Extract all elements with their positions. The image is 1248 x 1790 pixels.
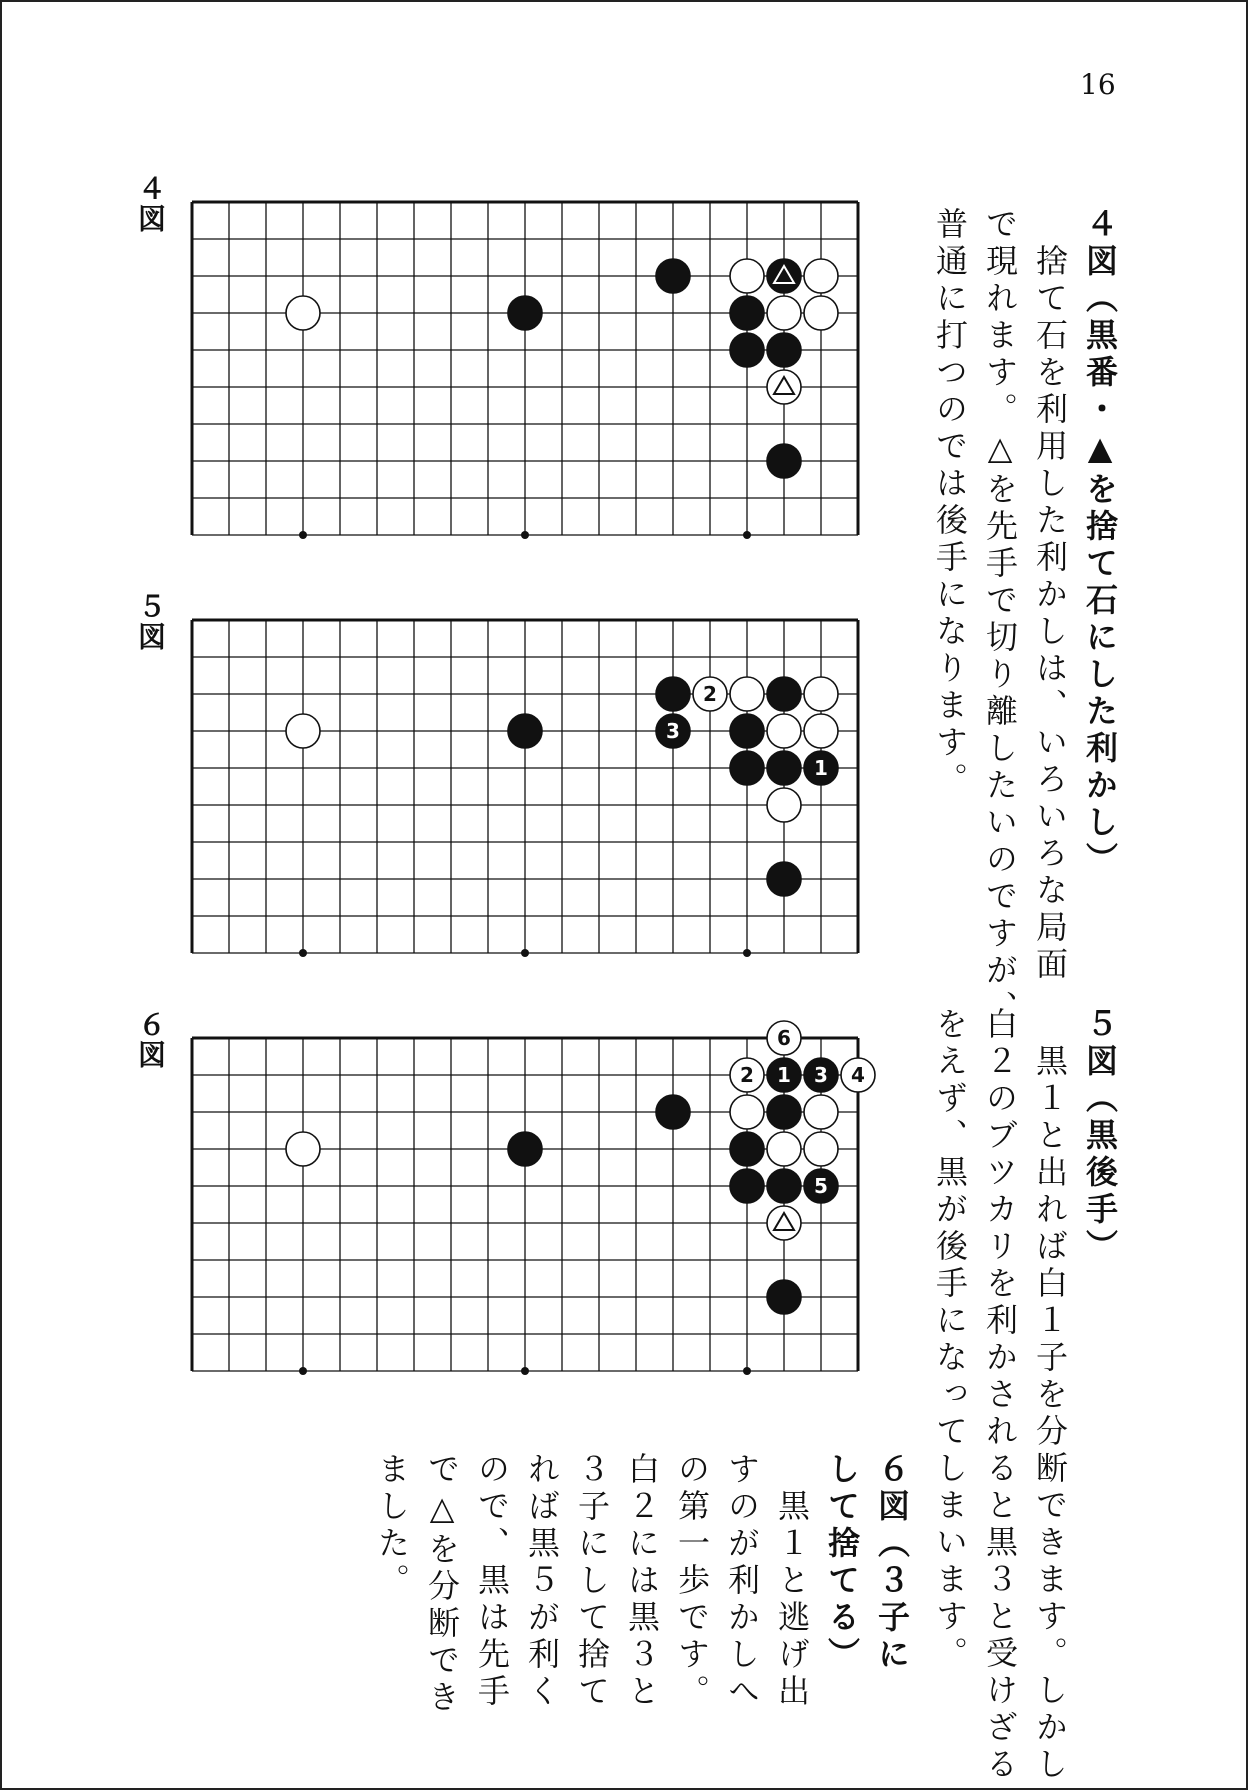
white-stone <box>804 1132 838 1166</box>
white-stone <box>767 296 801 330</box>
text-column: で△を分断でき <box>423 1452 461 1717</box>
black-stone <box>656 1095 690 1129</box>
white-stone <box>804 677 838 711</box>
text-column: れば黒５が利く <box>523 1452 561 1711</box>
white-stone <box>286 714 320 748</box>
move-number: 1 <box>814 756 828 780</box>
black-stone <box>767 1169 801 1203</box>
white-stone <box>804 1095 838 1129</box>
board-grid <box>192 620 858 957</box>
text-column: ３子にして捨て <box>573 1452 611 1711</box>
black-stone <box>656 677 690 711</box>
move-number: 3 <box>666 719 680 743</box>
figure-label-6: ６図 <box>134 1010 167 1070</box>
black-stone <box>767 1058 801 1092</box>
white-stone <box>730 1095 764 1129</box>
black-stone <box>804 1169 838 1203</box>
white-stone <box>804 296 838 330</box>
black-stone <box>804 1058 838 1092</box>
black-stone <box>767 862 801 896</box>
move-number: 2 <box>703 682 717 706</box>
page-number: 16 <box>1080 68 1116 101</box>
black-stone <box>767 333 801 367</box>
section-heading: して捨てる） <box>823 1452 861 1674</box>
white-stone <box>730 1058 764 1092</box>
move-number: 2 <box>740 1063 754 1087</box>
black-stone <box>767 444 801 478</box>
text-column: 黒１と出れば白１子を分断できます。しかし <box>1031 1007 1069 1784</box>
white-stone <box>841 1058 875 1092</box>
white-stone <box>767 1021 801 1055</box>
star-point <box>299 1367 307 1375</box>
text-column: の第一歩です。 <box>673 1452 711 1711</box>
move-number: 4 <box>851 1063 865 1087</box>
section-heading: ４図（黒番・▲を捨て石にした利かし） <box>1081 207 1119 879</box>
text-column: 捨て石を利用した利かしは、いろいろな局面 <box>1031 207 1069 984</box>
star-point <box>521 949 529 957</box>
text-column: 普通に打つのでは後手になります。 <box>931 207 969 799</box>
go-diagram-4 <box>172 182 892 562</box>
text-column: 黒１と逃げ出 <box>773 1452 811 1711</box>
section-heading: ６図（３子に <box>873 1452 911 1674</box>
star-point <box>299 949 307 957</box>
black-stone <box>767 259 801 293</box>
white-stone <box>693 677 727 711</box>
move-number: 5 <box>814 1174 828 1198</box>
black-stone <box>656 259 690 293</box>
section-heading: ５図（黒後手） <box>1081 1007 1119 1266</box>
white-stone <box>804 714 838 748</box>
text-column: ので、黒は先手 <box>473 1452 511 1711</box>
star-point <box>521 531 529 539</box>
black-stone <box>730 1132 764 1166</box>
black-stone <box>730 1169 764 1203</box>
black-stone <box>767 1280 801 1314</box>
star-point <box>743 531 751 539</box>
white-stone <box>767 788 801 822</box>
star-point <box>743 949 751 957</box>
white-stone <box>286 296 320 330</box>
black-stone <box>767 1095 801 1129</box>
text-column: 白２には黒３と <box>623 1452 661 1711</box>
text-column: 白２のブツカリを利かされると黒３と受けざる <box>981 1007 1019 1784</box>
black-stone <box>656 714 690 748</box>
white-stone <box>767 1132 801 1166</box>
move-number: 1 <box>777 1063 791 1087</box>
text-column: をえず、黒が後手になってしまいます。 <box>931 1007 969 1673</box>
text-column: で現れます。△を先手で切り離したいのですが、 <box>981 207 1019 1027</box>
white-stone <box>730 677 764 711</box>
figure-label-4: ４図 <box>134 174 167 234</box>
white-stone <box>286 1132 320 1166</box>
board-grid <box>192 202 858 539</box>
go-diagram-5 <box>172 600 892 980</box>
figure-label-5: ５図 <box>134 592 167 652</box>
star-point <box>521 1367 529 1375</box>
text-column: ました。 <box>373 1452 411 1600</box>
black-stone <box>508 296 542 330</box>
move-number: 6 <box>777 1026 791 1050</box>
black-stone <box>730 714 764 748</box>
move-number: 3 <box>814 1063 828 1087</box>
star-point <box>743 1367 751 1375</box>
white-stone <box>804 259 838 293</box>
black-stone <box>767 677 801 711</box>
go-diagram-6 <box>172 1018 892 1398</box>
white-stone <box>730 259 764 293</box>
white-stone <box>767 370 801 404</box>
black-stone <box>508 1132 542 1166</box>
black-stone <box>804 751 838 785</box>
white-stone <box>767 1206 801 1240</box>
black-stone <box>730 751 764 785</box>
black-stone <box>508 714 542 748</box>
black-stone <box>730 296 764 330</box>
black-stone <box>767 751 801 785</box>
black-stone <box>730 333 764 367</box>
text-column: すのが利かしへ <box>723 1452 761 1711</box>
white-stone <box>767 714 801 748</box>
star-point <box>299 531 307 539</box>
